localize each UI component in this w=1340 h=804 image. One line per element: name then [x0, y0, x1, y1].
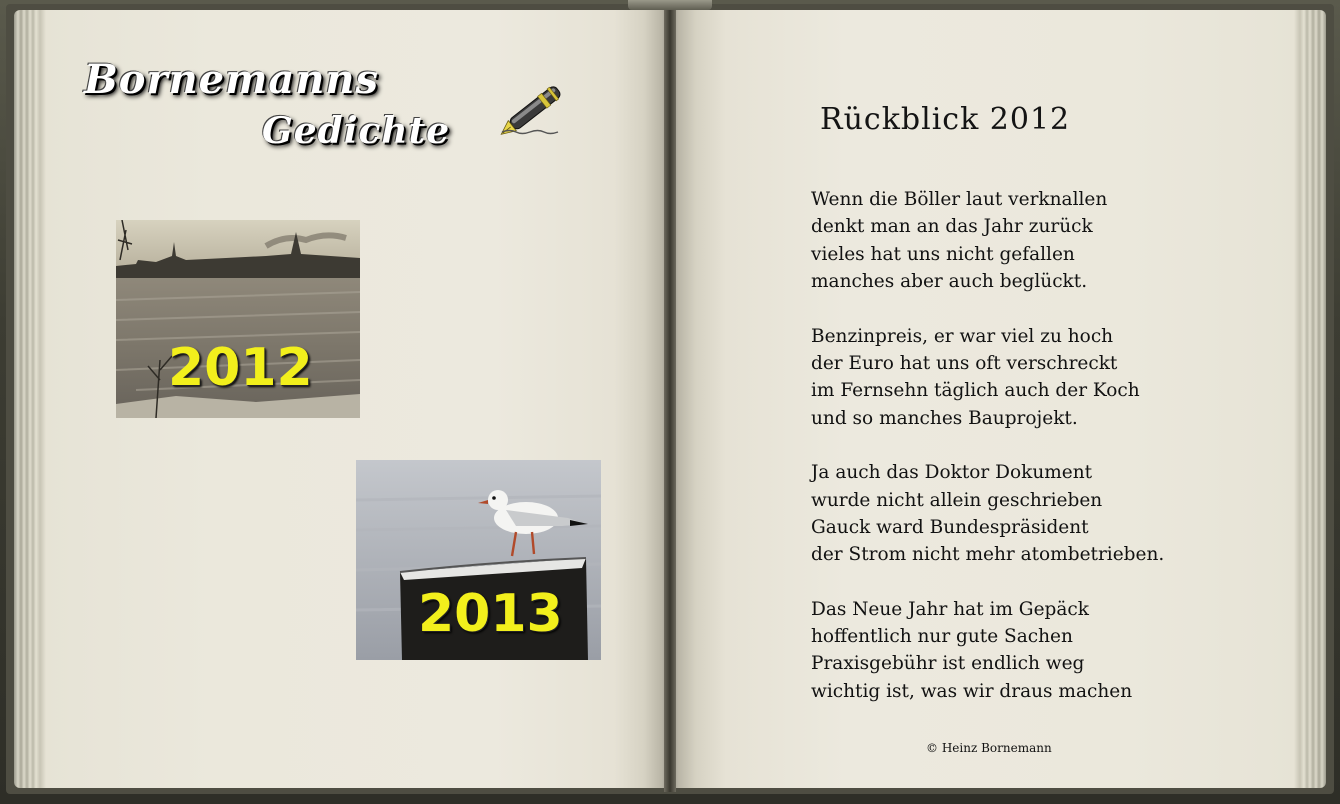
poem-verse: im Fernsehn täglich auch der Koch [811, 380, 1140, 402]
poem-verse: wurde nicht allein geschrieben [811, 489, 1103, 511]
poem-verse: Gauck ward Bundespräsident [811, 516, 1089, 538]
poem-stanza [811, 323, 1164, 433]
poem-stanza [811, 186, 1164, 296]
poem-verse: und so manches Bauprojekt. [811, 407, 1078, 429]
poem-verse: vieles hat uns nicht gefallen [811, 243, 1075, 265]
spine-clip [628, 0, 712, 10]
fountain-pen-icon [496, 74, 578, 140]
poem-verse: Ja auch das Doktor Dokument [811, 462, 1093, 484]
poem-title: Rückblick 2012 [820, 102, 1071, 137]
poem-verse: der Strom nicht mehr atombetrieben. [811, 544, 1165, 566]
poem-verse: Das Neue Jahr hat im Gepäck [811, 598, 1089, 620]
poem-verse: Praxisgebühr ist endlich weg [811, 653, 1085, 675]
poem-verse: manches aber auch beglückt. [811, 271, 1088, 293]
logo-title-line1: Bornemanns [84, 56, 380, 103]
poem-verse: Benzinpreis, er war viel zu hoch [811, 325, 1114, 347]
poem-body [811, 186, 1164, 732]
poem-stanza [811, 459, 1164, 569]
year-label-2013: 2013 [418, 584, 563, 644]
photo-2012 [116, 220, 360, 418]
poem-verse: wichtig ist, was wir draus machen [811, 680, 1133, 702]
logo-title-line2: Gedichte [262, 110, 451, 152]
poem-verse: der Euro hat uns oft verschreckt [811, 352, 1118, 374]
copyright-notice: © Heinz Bornemann [926, 741, 1052, 755]
poem-stanza [811, 596, 1164, 706]
year-label-2012: 2012 [168, 338, 313, 398]
poem-verse: Wenn die Böller laut verknallen [811, 189, 1108, 210]
book-spine [664, 6, 676, 792]
photo-2013 [356, 460, 601, 660]
poem-verse: denkt man an das Jahr zurück [811, 216, 1093, 238]
poem-verse: hoffentlich nur gute Sachen [811, 626, 1073, 648]
